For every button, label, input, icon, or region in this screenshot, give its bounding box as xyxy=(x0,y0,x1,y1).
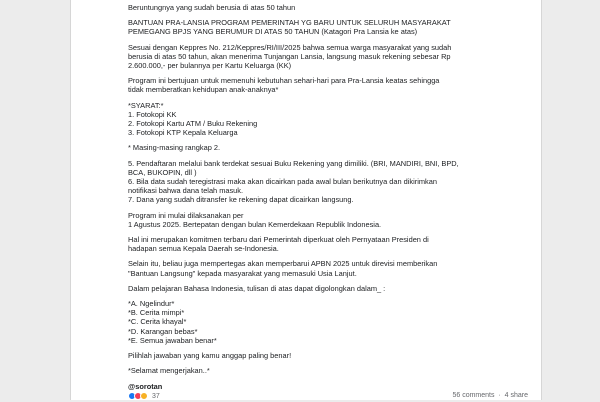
post-line: PEMEGANG BPJS YANG BERUMUR DI ATAS 50 TAHUN (Katagori Pra Lansia ke atas) xyxy=(128,27,418,37)
post-line: berusia di atas 50 tahun, akan menerima Tunjangan Lansia, langsung masuk rekening sebesar Rp xyxy=(128,51,451,61)
post-line: 2.600.000,- per bulannya per Kartu Keluarga (KK) xyxy=(128,61,292,71)
post-line: Sesuai dengan Keppres No. 212/Keppres/RI/III/2025 bahwa semua warga masyarakat yang sudah xyxy=(128,42,452,52)
shares-count-link[interactable]: 4 share xyxy=(504,392,528,399)
post-line: 1. Fotokopi KK xyxy=(128,109,177,119)
post-footer xyxy=(128,392,536,402)
meta-separator: · xyxy=(496,392,503,399)
answer-option: *E. Semua jawaban benar* xyxy=(128,335,217,345)
answer-option: *C. Cerita khayal* xyxy=(128,317,187,327)
post-line: 7. Dana yang sudah ditransfer ke rekening dapat dicairkan langsung. xyxy=(128,195,354,205)
post-card xyxy=(70,0,542,400)
answer-option: *A. Ngelindur* xyxy=(128,299,175,309)
comments-count-link[interactable]: 56 comments xyxy=(452,392,495,399)
post-line: Selain itu, beliau juga mempertegas akan memperbarui APBN 2025 untuk direvisi memberikan xyxy=(128,259,438,269)
post-line: tidak memberatkan kehidupan anak-anaknya* xyxy=(128,85,279,95)
post-line: Hal ini merupakan komitmen terbaru dari Pemerintah diperkuat oleh Pernyataan Presiden di xyxy=(128,235,429,245)
post-line: *Selamat mengerjakan..* xyxy=(128,366,210,376)
post-line: *SYARAT:* xyxy=(128,100,164,110)
post-line: 6. Bila data sudah teregistrasi maka akan dicairkan pada awal bulan berikutnya dan dikirimkan xyxy=(128,177,437,187)
post-line: 1 Agustus 2025. Bertepatan dengan bulan Kemerdekaan Republik Indonesia. xyxy=(128,219,382,229)
post-line: * Masing-masing rangkap 2. xyxy=(128,143,221,153)
answer-option: *B. Cerita mimpi* xyxy=(128,308,185,318)
author-handle-link[interactable]: @sorotan xyxy=(128,381,163,391)
post-line: Beruntungnya yang sudah berusia di atas 50 tahun xyxy=(128,3,296,12)
post-line: 2. Fotokopi Kartu ATM / Buku Rekening xyxy=(128,119,258,129)
post-line: notifikasi bahwa dana telah masuk. xyxy=(128,186,244,196)
post-body xyxy=(128,0,536,391)
post-line: BCA, BUKOPIN, dll ) xyxy=(128,167,197,177)
post-line: Program ini mulai dilaksanakan per xyxy=(128,210,244,220)
post-line: 3. Fotokopi KTP Kepala Keluarga xyxy=(128,128,238,138)
reaction-count: 37 xyxy=(152,392,160,400)
post-line: BANTUAN PRA-LANSIA PROGRAM PEMERINTAH YG BARU UNTUK SELURUH MASYARAKAT xyxy=(128,18,451,28)
post-line: Pilihlah jawaban yang kamu anggap paling benar! xyxy=(128,351,292,361)
post-line: Program ini bertujuan untuk memenuhi kebutuhan sehari-hari para Pra-Lansia keatas sehingga xyxy=(128,76,440,86)
haha-reaction-icon xyxy=(140,392,148,400)
post-line: Dalam pelajaran Bahasa Indonesia, tulisan di atas dapat digolongkan dalam_ : xyxy=(128,283,386,293)
post-line: 5. Pendaftaran melalui bank terdekat sesuai Buku Rekening yang dimiliki. (BRI, MANDIRI, BNI, BPD, xyxy=(128,158,459,168)
answer-option: *D. Karangan bebas* xyxy=(128,326,198,336)
post-line: "Bantuan Langsung" kepada masyarakat yang memasuki Usia Lanjut. xyxy=(128,268,357,278)
post-line: hadapan semua Kepala Daerah se-Indonesia. xyxy=(128,244,279,254)
engagement-meta xyxy=(452,392,528,399)
reactions-summary[interactable] xyxy=(128,392,160,400)
